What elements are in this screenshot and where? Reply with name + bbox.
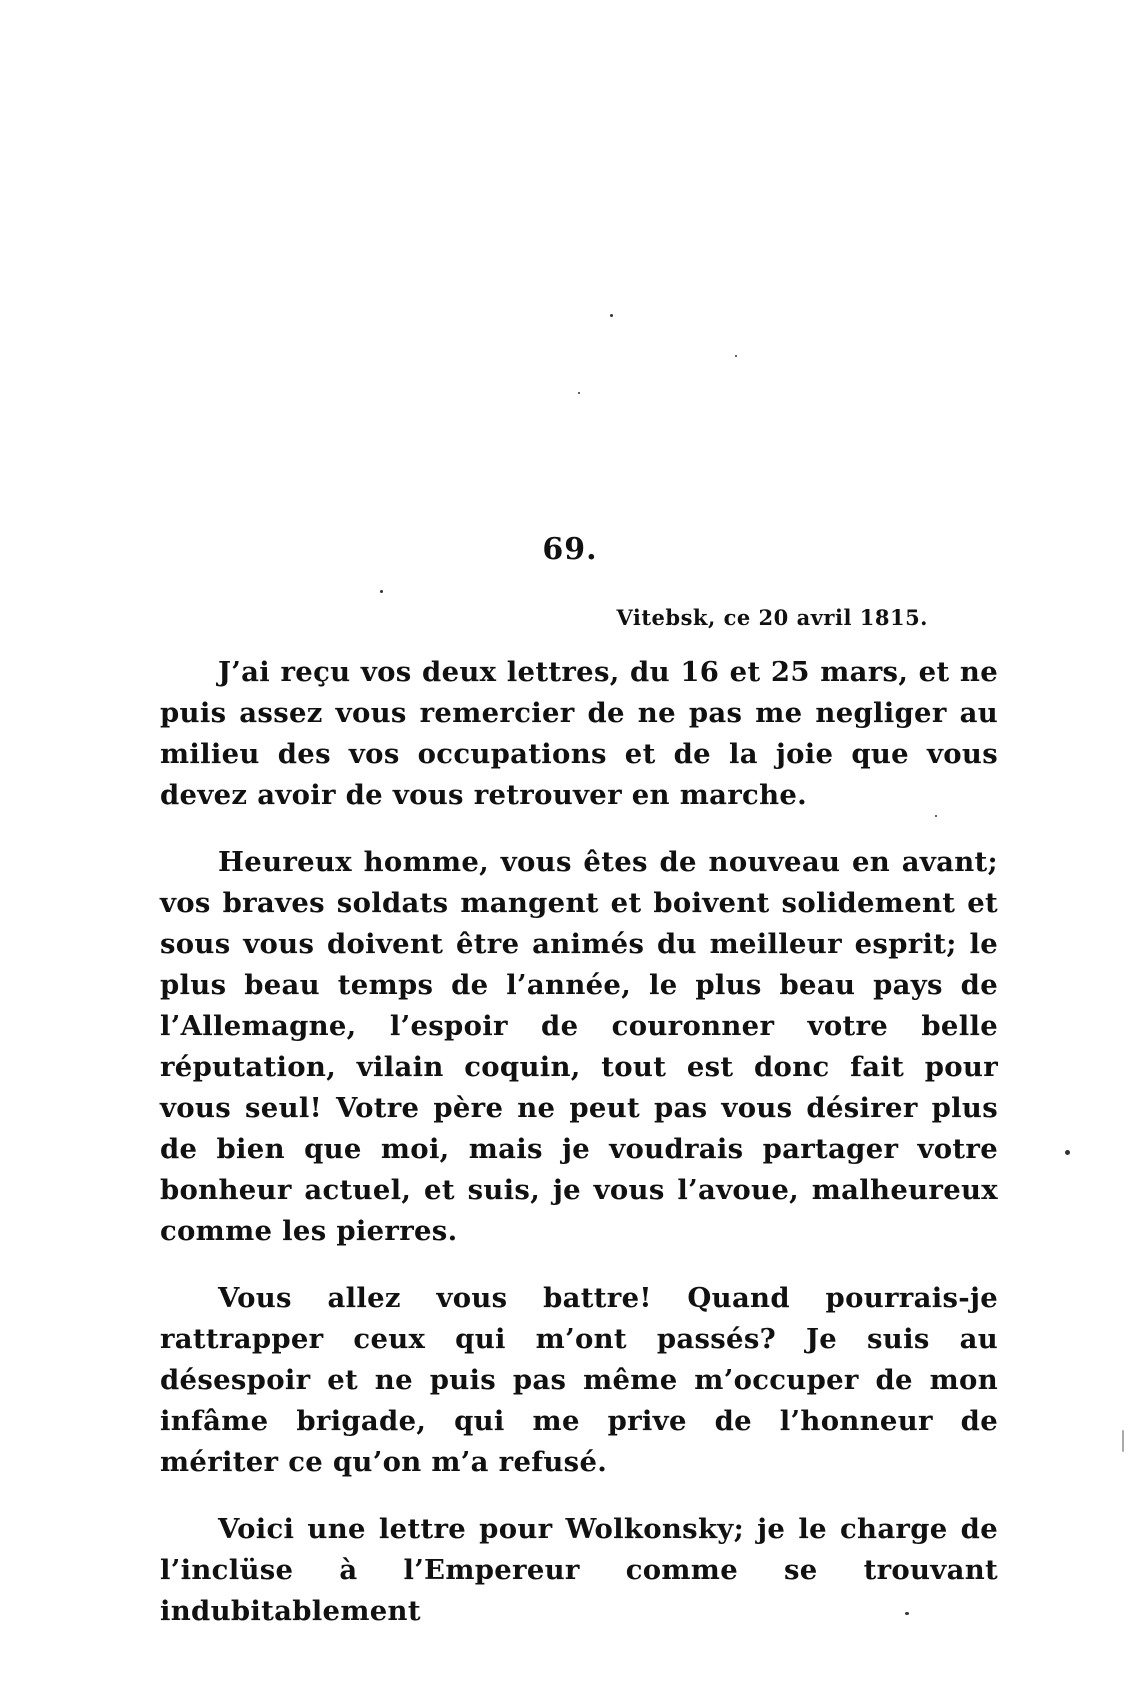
paragraph-2: Heureux homme, vous êtes de nouveau en avant; vos braves soldats mangent et boivent solidement et sous vous doivent être animés du meilleur esprit; le plus beau temps de l’année, le plus beau pays de l’Allemagne, l’espoir de couronner votre belle réputation, vilain coquin, tout est donc fait pour vous seul! Votre père ne peut pas vous désirer plus de bien que moi, mais je voudrais partager votre bonheur actuel, et suis, je vous l’avoue, malheureux comme les pierres. [160,846,998,1247]
paragraph-1: J’ai reçu vos deux lettres, du 16 et 25 mars, et ne puis assez vous remercier de ne pas me negliger au milieu des vos occupations et de la joie que vous devez avoir de vous retrouver en marche. [160,656,998,811]
scan-speck [935,815,937,817]
scan-speck [1122,1430,1124,1452]
letter-body [160,652,998,1658]
scan-speck [610,314,613,317]
scan-speck [380,590,383,593]
paragraph-3: Vous allez vous battre! Quand pourrais-je rattrapper ceux qui m’ont passés? Je suis au désespoir et ne puis pas même m’occuper de mon infâme brigade, qui me prive de l’honneur de mériter ce qu’on m’a refusé. [160,1282,998,1478]
scan-speck [578,392,580,394]
scan-speck [735,355,737,357]
dateline: Vitebsk, ce 20 avril 1815. [616,605,928,630]
scan-speck [1065,1150,1070,1155]
scan-speck [905,1612,909,1615]
letter-number: 69. [542,532,598,567]
paragraph-4: Voici une lettre pour Wolkonsky; je le charge de l’inclüse à l’Empereur comme se trouvant indubitablement [160,1513,998,1627]
